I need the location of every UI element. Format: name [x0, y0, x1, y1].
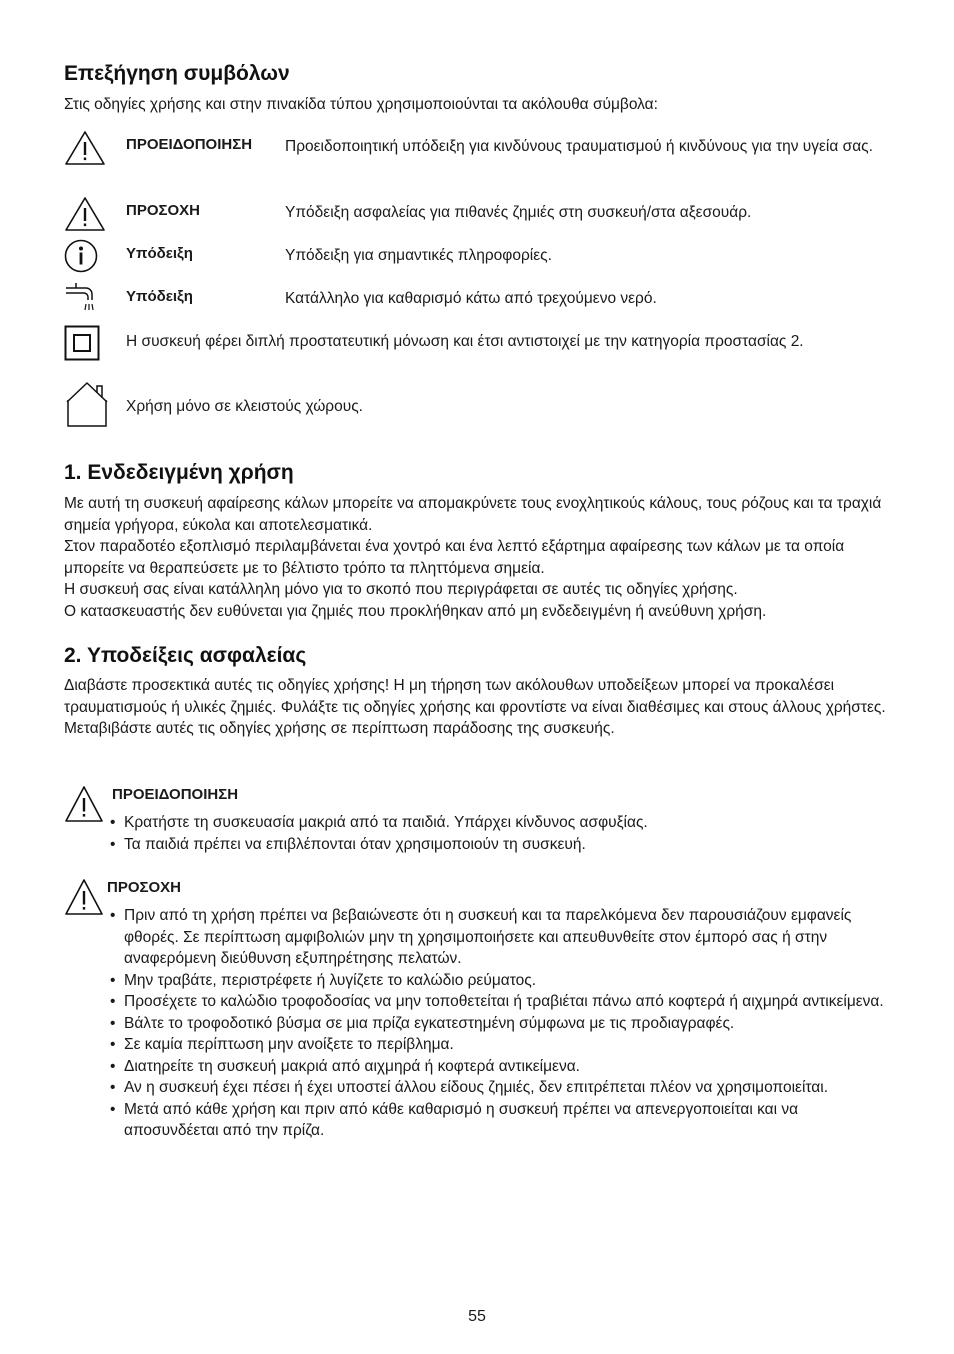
- list-item: • Διατηρείτε τη συσκευή μακριά από αιχμηρά ή κοφτερά αντικείμενα.: [110, 1056, 896, 1078]
- caution-triangle-icon: [64, 878, 104, 916]
- symbol-label: Υπόδειξη: [126, 288, 193, 305]
- symbol-label: ΠΡΟΕΙΔΟΠΟΙΗΣΗ: [126, 136, 253, 153]
- symbol-row-info: [64, 239, 894, 283]
- section-2-title: 2. Υποδείξεις ασφαλείας: [64, 644, 307, 667]
- paragraph-line: Στον παραδοτέο εξοπλισμό περιλαμβάνεται ένα χοντρό και ένα λεπτό εξάρτημα αφαίρεσης των κάλων με τα οποία μπορείτε να θεραπεύσετε με το βέλτιστο τρόπο τα πληττόμενα σημεία.: [64, 538, 845, 577]
- symbols-title: Επεξήγηση συμβόλων: [64, 62, 290, 85]
- symbol-description: Υπόδειξη για σημαντικές πληροφορίες.: [285, 247, 552, 264]
- indoor-house-icon: [64, 380, 104, 420]
- symbol-row-water: [64, 282, 894, 326]
- section-1-body: [64, 493, 894, 622]
- list-item: • Αν η συσκευή έχει πέσει ή έχει υποστεί άλλου είδους ζημιές, δεν επιτρέπεται πλέον να χρησιμοποιείται.: [110, 1077, 896, 1099]
- paragraph-line: Ο κατασκευαστής δεν ευθύνεται για ζημιές που προκλήθηκαν από μη ενδεδειγμένη ή ανεύθυνη χρήση.: [64, 602, 767, 620]
- paragraph-line: Με αυτή τη συσκευή αφαίρεσης κάλων μπορείτε να απομακρύνετε τους ενοχλητικούς κάλους, τους ρόζους και τα τραχιά σημεία γρήγορα, εύκολα και αποτελεσματικά.: [64, 495, 882, 534]
- symbol-row-warning: [64, 130, 894, 174]
- section-2-intro: Διαβάστε προσεκτικά αυτές τις οδηγίες χρήσης! Η μη τήρηση των ακόλουθων υποδείξεων μπορεί να προκαλέσει τραυματισμούς ή υλικές ζημιές. Φυλάξτε τις οδηγίες χρήσης και φροντίστε να είναι διαθέσιμες και στους άλλους χρήστες. Μεταβιβάστε αυτές τις οδηγίες χρήσης σε περίπτωση παράδοσης της συσκευής.: [64, 677, 886, 737]
- caution-heading: ΠΡΟΣΟΧΗ: [107, 879, 182, 896]
- symbol-row-caution: [64, 196, 894, 240]
- list-item: • Πριν από τη χρήση πρέπει να βεβαιώνεστε ότι η συσκευή και τα παρελκόμενα δεν παρουσιάζουν εμφανείς φθορές. Σε περίπτωση αμφιβολιών μην τη χρησιμοποιήσετε και απευθυνθείτε στον έμπορό σας ή στην αναφερόμενη διεύθυνση εξυπηρέτησης πελατών.: [110, 905, 896, 970]
- symbol-description: Υπόδειξη ασφαλείας για πιθανές ζημιές στη συσκευή/στα αξεσουάρ.: [285, 204, 752, 221]
- caution-triangle-icon: [64, 196, 104, 236]
- list-item: • Βάλτε το τροφοδοτικό βύσμα σε μια πρίζα εγκατεστημένη σύμφωνα με τις προδιαγραφές.: [110, 1013, 896, 1035]
- list-item: • Μετά από κάθε χρήση και πριν από κάθε καθαρισμό η συσκευή πρέπει να απενεργοποιείται και να αποσυνδέεται από την πρίζα.: [110, 1099, 896, 1142]
- symbol-description: Χρήση μόνο σε κλειστούς χώρους.: [126, 398, 363, 415]
- warning-triangle-icon: [64, 130, 104, 170]
- water-tap-icon: [64, 282, 104, 322]
- symbol-description: Κατάλληλο για καθαρισμό κάτω από τρεχούμενο νερό.: [285, 290, 657, 307]
- list-item: • Κρατήστε τη συσκευασία μακριά από τα παιδιά. Υπάρχει κίνδυνος ασφυξίας.: [110, 812, 896, 834]
- symbol-row-indoor: [64, 380, 894, 424]
- symbol-row-insulation: [64, 325, 894, 369]
- double-insulation-icon: [64, 325, 104, 365]
- warning-list: [110, 812, 896, 855]
- list-item: • Σε καμία περίπτωση μην ανοίξετε το περίβλημα.: [110, 1034, 896, 1056]
- symbols-intro: Στις οδηγίες χρήσης και στην πινακίδα τύπου χρησιμοποιούνται τα ακόλουθα σύμβολα:: [64, 96, 658, 113]
- paragraph-line: Η συσκευή σας είναι κατάλληλη μόνο για το σκοπό που περιγράφεται σε αυτές τις οδηγίες χρήσης.: [64, 581, 738, 598]
- list-item: • Τα παιδιά πρέπει να επιβλέπονται όταν χρησιμοποιούν τη συσκευή.: [110, 834, 896, 856]
- section-1-title: 1. Ενδεδειγμένη χρήση: [64, 461, 294, 484]
- list-item: • Μην τραβάτε, περιστρέφετε ή λυγίζετε το καλώδιο ρεύματος.: [110, 970, 896, 992]
- symbol-label: ΠΡΟΣΟΧΗ: [126, 202, 201, 219]
- list-item: • Προσέχετε το καλώδιο τροφοδοσίας να μην τοποθετείται ή τραβιέται πάνω από κοφτερά ή αιχμηρά αντικείμενα.: [110, 991, 896, 1013]
- warning-triangle-icon: [64, 785, 104, 823]
- warning-heading: ΠΡΟΕΙΔΟΠΟΙΗΣΗ: [112, 786, 239, 803]
- caution-list: [110, 905, 896, 1142]
- symbol-label: Υπόδειξη: [126, 245, 193, 262]
- symbol-description: Προειδοποιητική υπόδειξη για κινδύνους τραυματισμού ή κινδύνους για την υγεία σας.: [285, 138, 873, 155]
- symbol-description: Η συσκευή φέρει διπλή προστατευτική μόνωση και έτσι αντιστοιχεί με την κατηγορία προστασίας 2.: [126, 333, 804, 350]
- page-number: 55: [468, 1308, 486, 1325]
- info-icon: [64, 239, 104, 279]
